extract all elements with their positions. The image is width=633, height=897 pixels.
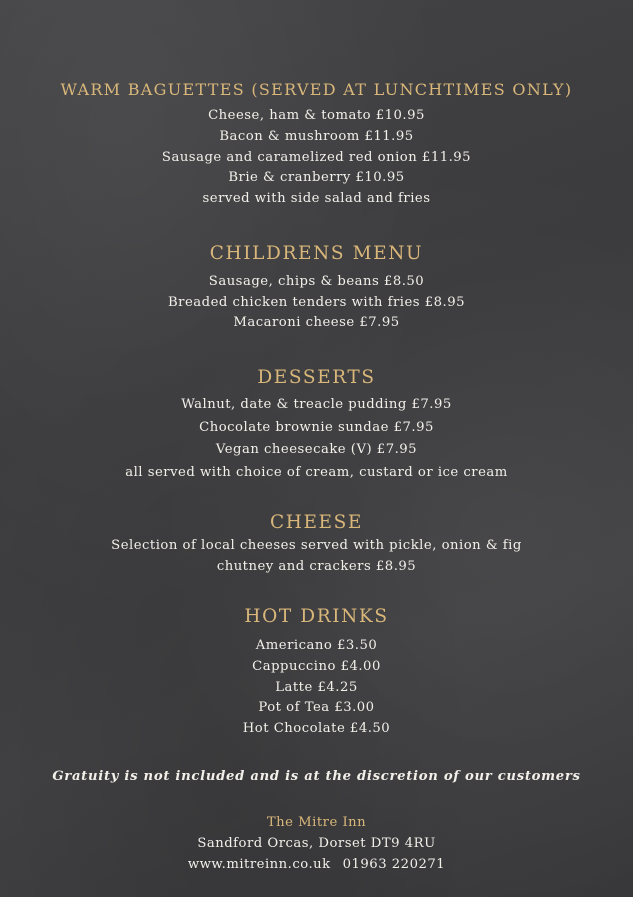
menu-item: Hot Chocolate £4.50: [242, 721, 391, 736]
section-title-baguettes: WARM BAGUETTES (SERVED AT LUNCHTIMES ONLY): [60, 80, 573, 99]
menu-item: Latte £4.25: [275, 680, 358, 695]
menu-item: Cheese, ham & tomato £10.95: [208, 108, 425, 123]
section-title-hot-drinks: HOT DRINKS: [244, 606, 389, 627]
section-title-cheese: CHEESE: [269, 512, 364, 533]
pub-address: Sandford Orcas, Dorset DT9 4RU: [197, 836, 436, 851]
menu-item: Brie & cranberry £10.95: [228, 170, 405, 185]
section-title-desserts: DESSERTS: [257, 367, 376, 388]
menu-item: Bacon & mushroom £11.95: [219, 129, 414, 144]
menu-item: Sausage, chips & beans £8.50: [208, 274, 425, 289]
pub-name: The Mitre Inn: [266, 815, 367, 830]
menu-item: Chocolate brownie sundae £7.95: [199, 420, 434, 435]
menu-note: all served with choice of cream, custard or ice cream: [125, 465, 508, 480]
menu-item: Vegan cheesecake (V) £7.95: [215, 442, 418, 457]
menu-item: Americano £3.50: [255, 638, 378, 653]
menu-item: chutney and crackers £8.95: [216, 559, 417, 574]
menu-item: Pot of Tea £3.00: [258, 700, 375, 715]
section-title-childrens-menu: CHILDRENS MENU: [209, 243, 424, 264]
menu-item: Selection of local cheeses served with pickle, onion & fig: [111, 538, 522, 553]
gratuity-note: Gratuity is not included and is at the discretion of our customers: [52, 769, 581, 784]
phone-number[interactable]: 01963 220271: [342, 857, 446, 872]
menu-note: served with side salad and fries: [202, 191, 431, 206]
contact-line: [0, 857, 633, 872]
website-link[interactable]: www.mitreinn.co.uk: [187, 857, 331, 872]
menu-item: Sausage and caramelized red onion £11.95: [161, 150, 472, 165]
menu-item: Walnut, date & treacle pudding £7.95: [181, 397, 452, 412]
menu-item: Breaded chicken tenders with fries £8.95: [167, 295, 466, 310]
menu-item: Macaroni cheese £7.95: [233, 315, 400, 330]
menu-item: Cappuccino £4.00: [252, 659, 381, 674]
